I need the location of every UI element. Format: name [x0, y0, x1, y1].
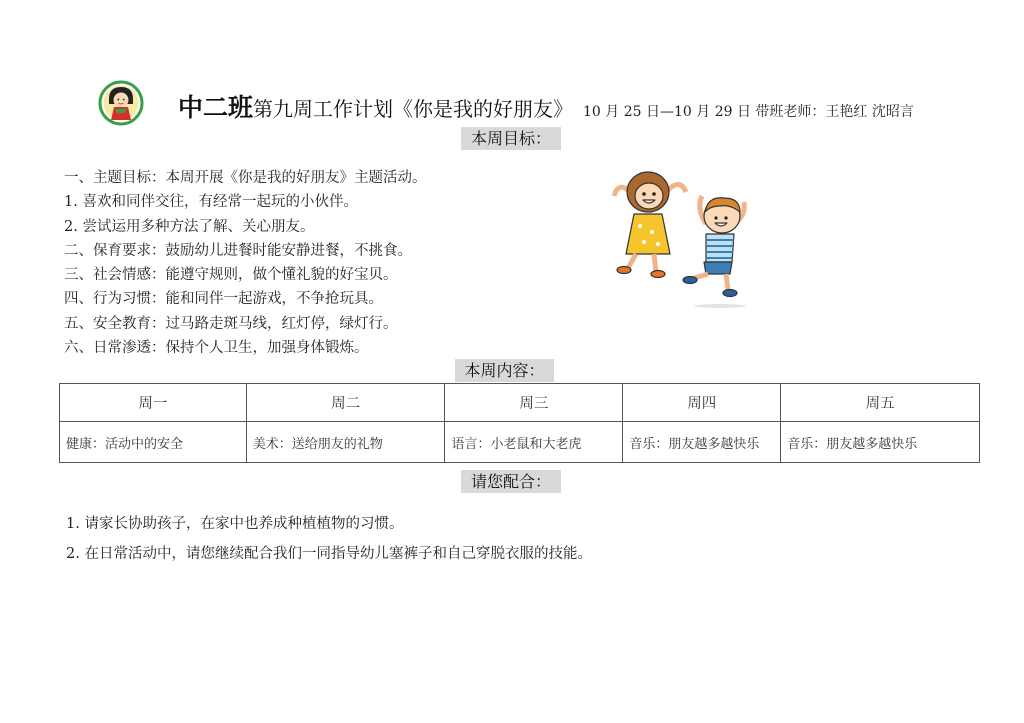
- goal-item: 一、主题目标：本周开展《你是我的好朋友》主题活动。: [64, 170, 427, 186]
- two-kids-jumping-illustration-icon: [610, 168, 750, 308]
- goal-item: 五、安全教育：过马路走斑马线，红灯停，绿灯行。: [64, 315, 398, 332]
- table-header-row: [60, 384, 980, 422]
- kindergarten-girl-logo-icon: [97, 80, 145, 126]
- table-row: [60, 422, 980, 463]
- goal-item: 六、日常渗透：保持个人卫生，加强身体锻炼。: [64, 340, 369, 357]
- goal-item: 2. 尝试运用多种方法了解、关心朋友。: [64, 218, 315, 235]
- table-cell: 音乐：朋友越多越快乐: [623, 422, 781, 463]
- document-header: [178, 88, 914, 124]
- cooperation-list: [66, 509, 592, 569]
- goal-item: 三、社会情感：能遵守规则，做个懂礼貌的好宝贝。: [64, 267, 398, 284]
- weekly-schedule-table: [59, 383, 980, 463]
- table-cell: 语言：小老鼠和大老虎: [445, 422, 623, 463]
- content-heading: 本周内容：: [455, 359, 554, 382]
- cooperation-item: 1. 请家长协助孩子，在家中也养成种植植物的习惯。: [66, 516, 404, 532]
- cooperation-item: 2. 在日常活动中，请您继续配合我们一同指导幼儿塞裤子和自己穿脱衣服的技能。: [66, 546, 592, 562]
- table-cell: 音乐：朋友越多越快乐: [781, 422, 980, 463]
- column-header: 周三: [445, 384, 623, 422]
- goal-item: 二、保育要求：鼓励幼儿进餐时能安静进餐，不挑食。: [64, 242, 412, 259]
- table-cell: 美术：送给朋友的礼物: [246, 422, 445, 463]
- goal-item: 四、行为习惯：能和同伴一起游戏，不争抢玩具。: [64, 291, 383, 308]
- table-cell: 健康：活动中的安全: [60, 422, 247, 463]
- goal-item: 1. 喜欢和同伴交往，有经常一起玩的小伙伴。: [64, 194, 358, 211]
- column-header: 周四: [623, 384, 781, 422]
- class-name: 中二班: [178, 93, 254, 122]
- column-header: 周一: [60, 384, 247, 422]
- goals-heading: 本周目标：: [461, 127, 561, 150]
- goals-list: [64, 166, 427, 360]
- column-header: 周二: [246, 384, 445, 422]
- plan-title: 第九周工作计划《你是我的好朋友》: [253, 97, 574, 121]
- dates-and-teachers: 10 月 25 日—10 月 29 日 带班老师：王艳红 沈昭言: [583, 104, 914, 120]
- cooperation-heading: 请您配合：: [461, 470, 561, 493]
- column-header: 周五: [781, 384, 980, 422]
